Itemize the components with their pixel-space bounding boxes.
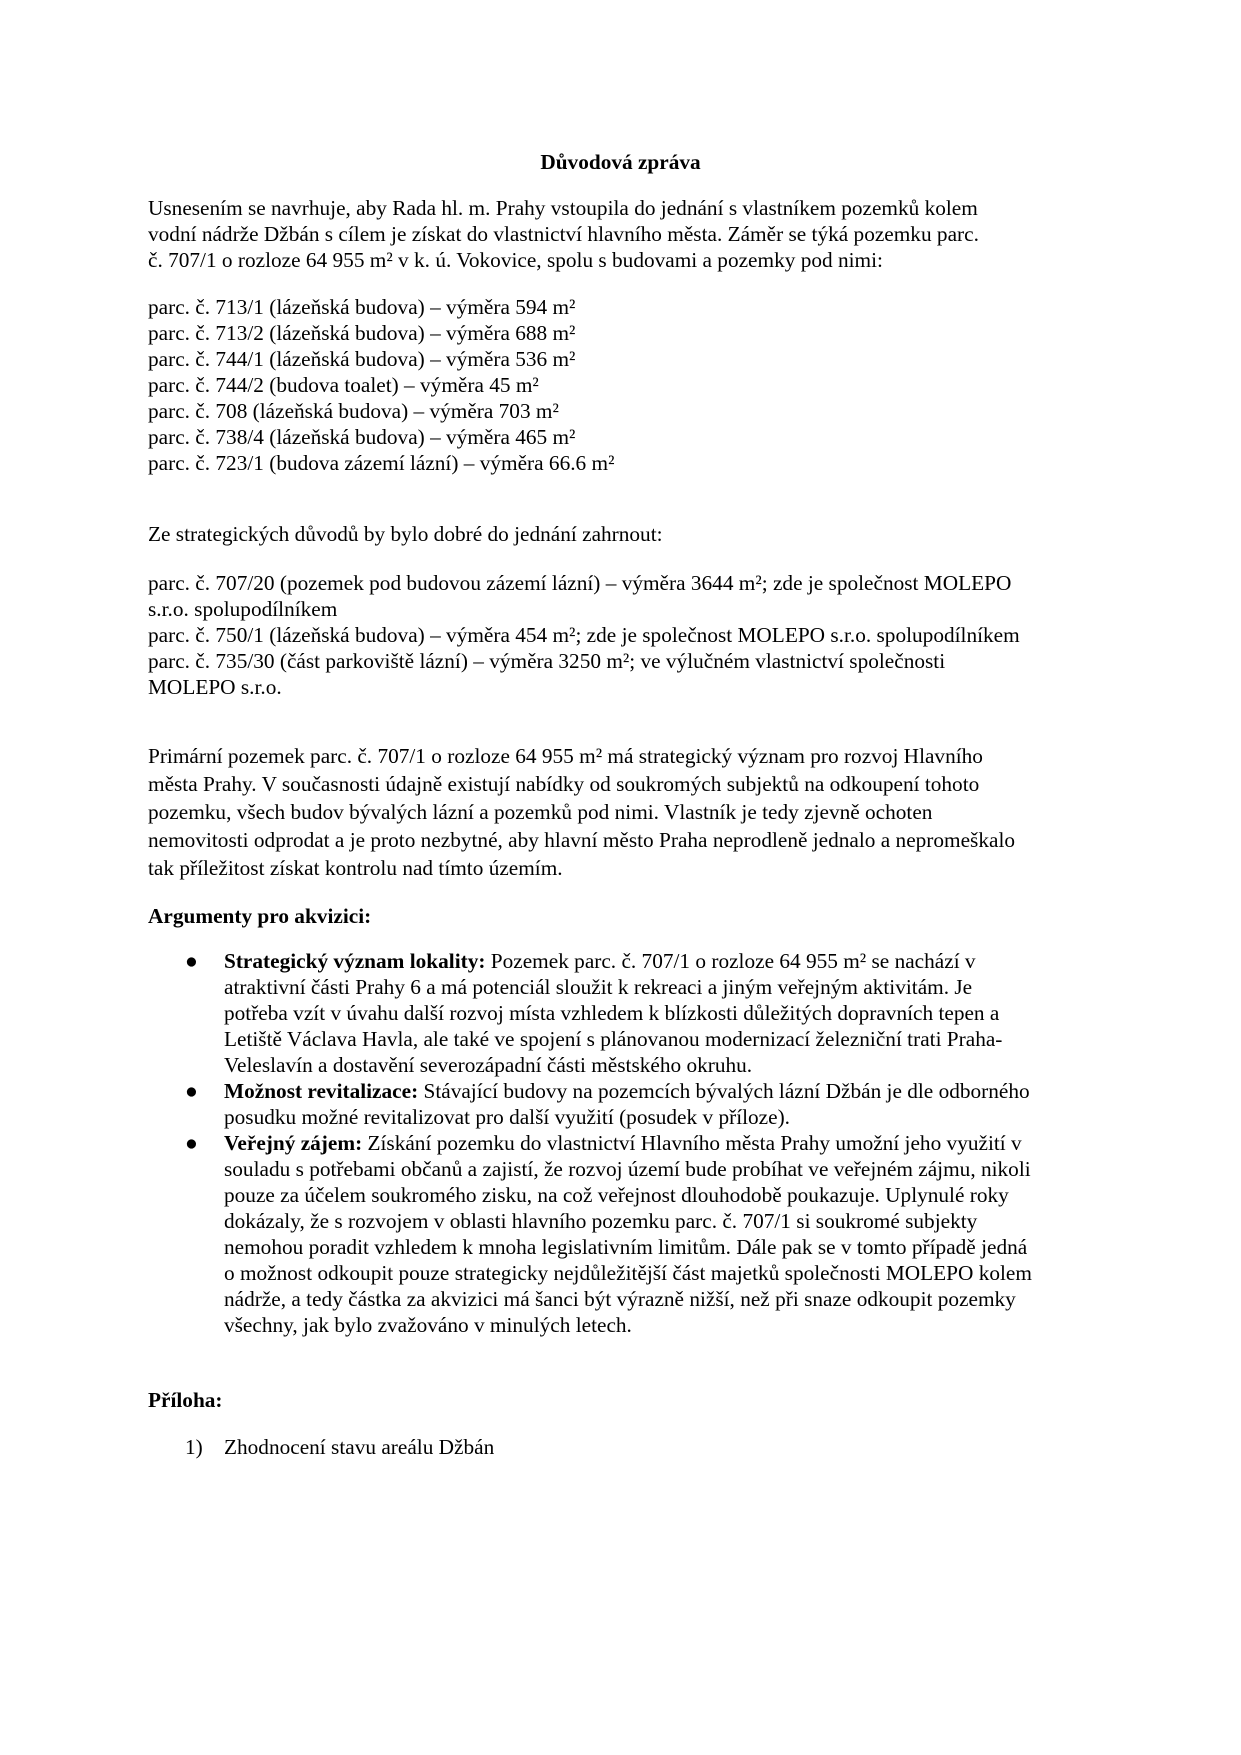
arguments-list xyxy=(148,948,1103,1338)
argument-text: o možnost odkoupit pouze strategicky nejdůležitější část majetků společnosti MOLEPO kolem xyxy=(224,1261,1032,1285)
attachment-text: Zhodnocení stavu areálu Džbán xyxy=(224,1435,495,1459)
argument-text: dokázaly, že s rozvojem v oblasti hlavního pozemku parc. č. 707/1 si soukromé subjekty xyxy=(224,1209,978,1233)
arguments-heading: Argumenty pro akvizici: xyxy=(148,904,372,928)
strategic-line: parc. č. 707/20 (pozemek pod budovou zázemí lázní) – výměra 3644 m²; zde je společnost MOLEPO xyxy=(148,571,1012,595)
strategic-line: s.r.o. spolupodílníkem xyxy=(148,597,338,621)
argument-text: atraktivní části Prahy 6 a má potenciál sloužit k rekreaci a jiným veřejným aktivitám. Je xyxy=(224,975,973,999)
parcel-item: parc. č. 713/1 (lázeňská budova) – výměra 594 m² xyxy=(148,295,576,319)
parcel-list xyxy=(148,294,1103,476)
parcel-item: parc. č. 744/2 (budova toalet) – výměra 45 m² xyxy=(148,373,539,397)
strategic-parcels xyxy=(148,570,1103,700)
intro-line: č. 707/1 o rozloze 64 955 m² v k. ú. Vokovice, spolu s budovami a pozemky pod nimi: xyxy=(148,248,883,272)
primary-line: pozemku, všech budov bývalých lázní a pozemků pod nimi. Vlastník je tedy zjevně ochoten xyxy=(148,800,933,824)
primary-line: města Prahy. V současnosti údajně existují nabídky od soukromých subjektů na odkoupení tohoto xyxy=(148,772,980,796)
parcel-item: parc. č. 738/4 (lázeňská budova) – výměra 465 m² xyxy=(148,425,576,449)
strategic-line: parc. č. 750/1 (lázeňská budova) – výměra 454 m²; zde je společnost MOLEPO s.r.o. spolupodílníkem xyxy=(148,623,1020,647)
intro-line: vodní nádrže Džbán s cílem je získat do vlastnictví hlavního města. Záměr se týká pozemku parc. xyxy=(148,222,979,246)
argument-title: Veřejný zájem: xyxy=(224,1131,363,1155)
argument-text: Získání pozemku do vlastnictví Hlavního města Prahy umožní jeho využití v xyxy=(362,1131,1022,1155)
parcel-item: parc. č. 723/1 (budova zázemí lázní) – výměra 66.6 m² xyxy=(148,451,615,475)
primary-line: tak příležitost získat kontrolu nad tímto územím. xyxy=(148,856,563,880)
argument-text: Letiště Václava Havla, ale také ve spojení s plánovanou modernizací železniční trati Praha- xyxy=(224,1027,1003,1051)
bullet-icon: ● xyxy=(185,949,198,973)
argument-text: potřeba vzít v úvahu další rozvoj místa vzhledem k blízkosti důležitých dopravních tepen a xyxy=(224,1001,1000,1025)
strategic-line: parc. č. 735/30 (část parkoviště lázní) – výměra 3250 m²; ve výlučném vlastnictví společnosti xyxy=(148,649,946,673)
argument-item xyxy=(148,948,1103,1078)
argument-title: Možnost revitalizace: xyxy=(224,1079,419,1103)
primary-paragraph xyxy=(148,742,1103,882)
parcel-item: parc. č. 744/1 (lázeňská budova) – výměra 536 m² xyxy=(148,347,576,371)
bullet-icon: ● xyxy=(185,1131,198,1155)
primary-line: nemovitosti odprodat a je proto nezbytné, aby hlavní město Praha neprodleně jednalo a nepromeškalo xyxy=(148,828,1016,852)
argument-text: Stávající budovy na pozemcích bývalých lázní Džbán je dle odborného xyxy=(418,1079,1030,1103)
argument-title: Strategický význam lokality: xyxy=(224,949,486,973)
argument-text: Pozemek parc. č. 707/1 o rozloze 64 955 m² se nachází v xyxy=(485,949,976,973)
argument-text: posudku možné revitalizovat pro další využití (posudek v příloze). xyxy=(224,1105,790,1129)
parcel-item: parc. č. 713/2 (lázeňská budova) – výměra 688 m² xyxy=(148,321,576,345)
strategic-heading: Ze strategických důvodů by bylo dobré do jednání zahrnout: xyxy=(148,522,663,546)
parcel-item: parc. č. 708 (lázeňská budova) – výměra 703 m² xyxy=(148,399,559,423)
argument-text: nádrže, a tedy částka za akvizici má šanci být výrazně nižší, než při snaze odkoupit pozemky xyxy=(224,1287,1016,1311)
argument-text: nemohou poradit vzhledem k mnoha legislativním limitům. Dále pak se v tomto případě jedná xyxy=(224,1235,1028,1259)
intro-line: Usnesením se navrhuje, aby Rada hl. m. Prahy vstoupila do jednání s vlastníkem pozemků kolem xyxy=(148,196,978,220)
argument-text: souladu s potřebami občanů a zajistí, že rozvoj území bude probíhat ve veřejném zájmu, nikoli xyxy=(224,1157,1031,1181)
document-title: Důvodová zpráva xyxy=(540,150,701,174)
argument-item xyxy=(148,1078,1103,1130)
bullet-icon: ● xyxy=(185,1079,198,1103)
argument-item xyxy=(148,1130,1103,1338)
strategic-line: MOLEPO s.r.o. xyxy=(148,675,282,699)
primary-line: Primární pozemek parc. č. 707/1 o rozloze 64 955 m² má strategický význam pro rozvoj Hlavního xyxy=(148,744,983,768)
argument-text: Veleslavín a dostavění severozápadní části městského okruhu. xyxy=(224,1053,753,1077)
argument-text: všechny, jak bylo zvažováno v minulých letech. xyxy=(224,1313,632,1337)
intro-paragraph xyxy=(148,195,1103,273)
attachment-number: 1) xyxy=(185,1435,203,1459)
attachment-heading: Příloha: xyxy=(148,1388,223,1412)
argument-text: pouze za účelem soukromého zisku, na což veřejnost dlouhodobě poukazuje. Uplynulé roky xyxy=(224,1183,1009,1207)
